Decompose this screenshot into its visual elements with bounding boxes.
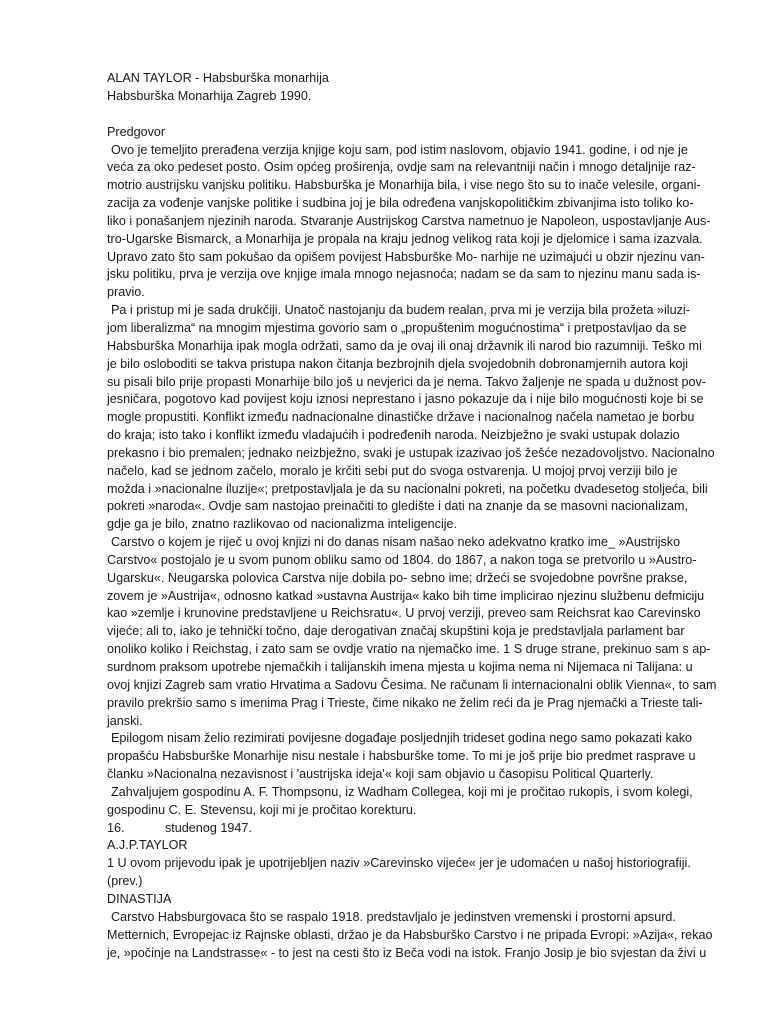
document-title: ALAN TAYLOR - Habsburška monarhija — [107, 71, 329, 85]
date-text: studenog 1947. — [165, 820, 252, 835]
preface-line: pravio. — [107, 285, 145, 300]
preface-date — [107, 820, 707, 838]
preface-line: načelo, kad se jednom začelo, moralo je krčiti sebi put do svoga ostvarenja. U mojoj prvoj verziji bilo je — [107, 463, 678, 478]
preface-line: do kraja; isto tako i konflikt između vladajućih i podređenih naroda. Neizbježno je svaki ustupak dolazio — [107, 428, 680, 443]
preface-line: liko i ponašanjem njezinih naroda. Stvaranje Austrijskog Carstva nametnuo je Napoleon, uspostavljanje Aus- — [107, 213, 711, 228]
preface-line: janski. — [107, 713, 143, 728]
preface-line: jom liberalizma“ na mnogim mjestima govorio sam o „propuštenim mogućnostima“ i pretpostavljao da se — [107, 320, 687, 335]
chapter-heading: DINASTIJA — [107, 891, 172, 906]
preface-line: Upravo zato što sam pokušao da opišem povijest Habsburške Mo- narhije ne uzimajući u obzir njezinu van- — [107, 249, 705, 264]
section-heading-preface: Predgovor — [107, 124, 166, 139]
preface-line: gdje ga je bilo, znatno razlikovao od nacionalizma inteligencije. — [107, 517, 458, 532]
preface-line: veća za oko pedeset posto. Osim općeg proširenja, ovdje sam na relevantniji način i mnogo detaljnije raz- — [107, 160, 696, 175]
chapter-line: Carstvo Habsburgovaca što se raspalo 1918. predstavljalo je jedinstven vremenski i prostorni apsurd. — [111, 909, 676, 924]
preface-line: pokreti »naroda«. Ovdje sam nastojao preinačiti to gledište i dati na znanje da se masovni nacionalizam, — [107, 499, 689, 514]
preface-line: tro-Ugarske Bismarck, a Monarhija je propala na kraju jednog velikog rata koji je djelomice i sama izazvala. — [107, 231, 703, 246]
spacer — [107, 106, 707, 124]
document-page — [107, 70, 717, 962]
preface-line: su pisali bilo prije propasti Monarhije bilo još u nevjerici da je nema. Takvo žaljenje ne spada u dužnost pov- — [107, 374, 707, 389]
preface-line: vijeće; ali to, iako je tehnički točno, daje derogativan značaj skupštini koja je predstavljala parlament bar — [107, 624, 685, 639]
date-number: 16. — [107, 820, 125, 835]
preface-line: je bilo osloboditi se takva pristupa nakon čitanja bezbrojnih djela svojedobnih dobronamjernih autora koji — [107, 356, 689, 371]
preface-line: Ovo je temeljito prerađena verzija knjige koju sam, pod istim naslovom, objavio 1941. godine, i od nje je — [111, 142, 688, 157]
preface-line: zacija za vođenje vanjske politike i sudbina joj je bila određena vanjskopolitičkim zbivanjima isto toliko ko- — [107, 196, 694, 211]
preface-line: možda i »nacionalne iluzije«; pretpostavljala je da su nacionalni pokreti, na početku dvadesetog stoljeća, bili — [107, 481, 708, 496]
preface-line: članku »Nacionalna nezavisnost i 'austrijska ideja'« koji sam objavio u časopisu Political Quarterly. — [107, 767, 654, 782]
preface-line: surdnom praksom upotrebe njemačkih i talijanskih imena mjesta u kojima nema ni Nijemaca ni Talijana: u — [107, 660, 693, 674]
preface-line: pravilo prekršio samo s imenima Prag i Trieste, čime nikako ne želim reći da je Prag njemački a Trieste tali- — [107, 695, 703, 710]
chapter-line: je, »počinje na Landstrasse« - to jest na cesti što iz Beča vodi na istok. Franjo Josip je bio svjestan da živi u — [107, 945, 707, 960]
preface-line: Carstvo o kojem je riječ u ovoj knjizi ni do danas nisam našao neko adekvatno kratko ime_ »Austrijsko — [111, 535, 681, 550]
preface-line: Ugarsku«. Neugarska polovica Carstva nije dobila po- sebno ime; držeći se svojedobne površne prakse, — [107, 570, 688, 585]
preface-line: Zahvaljujem gospodinu A. F. Thompsonu, iz Wadham Collegea, koji mi je pročitao rukopis, i svom kolegi, — [111, 784, 693, 799]
preface-line: onoliko koliko i Reichstag, i zato sam se ovdje vratio na njemačko ime. 1 S druge strane, prekinuo sam s ap- — [107, 642, 711, 657]
footnote: 1 U ovom prijevodu ipak je upotrijebljen naziv »Carevinsko vijeće« jer je udomaćen u našoj historiografiji. — [107, 856, 691, 871]
preface-line: mogle propustiti. Konflikt između nadnacionalne dinastičke države i nacionalnog načela nametao je borbu — [107, 410, 695, 425]
preface-line: zovem je »Austrija«, odnosno katkad »ustavna Austrija« kako bih time implicirao njezinu službenu defmiciju — [107, 588, 705, 603]
preface-line: kao »zemlje i krunovine predstavljene u Reichsratu«. U prvoj verziji, preveo sam Reichsrat kao Carevinsko — [107, 606, 701, 621]
footnote-translator-note: (prev.) — [107, 874, 143, 889]
signature: A.J.P.TAYLOR — [107, 838, 188, 853]
preface-line: Habsburška Monarhija ipak mogla održati, samo da je ovaj ili onaj državnik ili narod bio razumniji. Teško mi — [107, 338, 702, 353]
chapter-line: Metternich, Evropejac iz Rajnske oblasti, držao je da Habsburško Carstvo i ne pripada Evropi: »Azija«, rekao — [107, 927, 713, 942]
preface-line: jesničara, pogotovo kad povijest koju iznosi neprestano i jasno pokazuje da i nije bilo mogućnosti koje bi se — [107, 392, 704, 407]
preface-line: propašću Habsburške Monarhije nisu nestale i habsburške tome. To mi je još prije bio predmet rasprave u — [107, 749, 696, 764]
preface-line: jsku politiku, prva je verzija ove knjige imala mnogo nejasnoća; nadam se da sam to njezinu manu sada is- — [107, 267, 701, 282]
preface-line: prekasno i bio premalen; jednako neizbježno, svaki je ustupak izazivao još žešće nezadovoljstvo. Nacionalno — [107, 445, 715, 460]
preface-line: Epilogom nisam želio rezimirati povijesne događaje posljednjih trideset godina nego samo pokazati kako — [111, 731, 693, 746]
preface-line: motrio austrijsku vanjsku politiku. Habsburška je Monarhija bila, i vise nego što su to inače velesile, organi- — [107, 178, 701, 193]
preface-line: gospodinu C. E. Stevensu, koji mi je pročitao korekturu. — [107, 802, 417, 817]
preface-line: Carstvo« postojalo je u svom punom obliku samo od 1804. do 1867, a nakon toga se pretvorilo u »Austro- — [107, 552, 697, 567]
publication-info: Habsburška Monarhija Zagreb 1990. — [107, 88, 312, 103]
preface-line: ovoj knjizi Zagreb sam vratio Hrvatima a Sadovu Česima. Ne računam li internacionalni oblik Vienna«, to sam — [107, 677, 717, 692]
preface-line: Pa i pristup mi je sada drukčiji. Unatoč nastojanju da budem realan, prva mi je verzija bila prožeta »iluzi- — [111, 303, 690, 318]
